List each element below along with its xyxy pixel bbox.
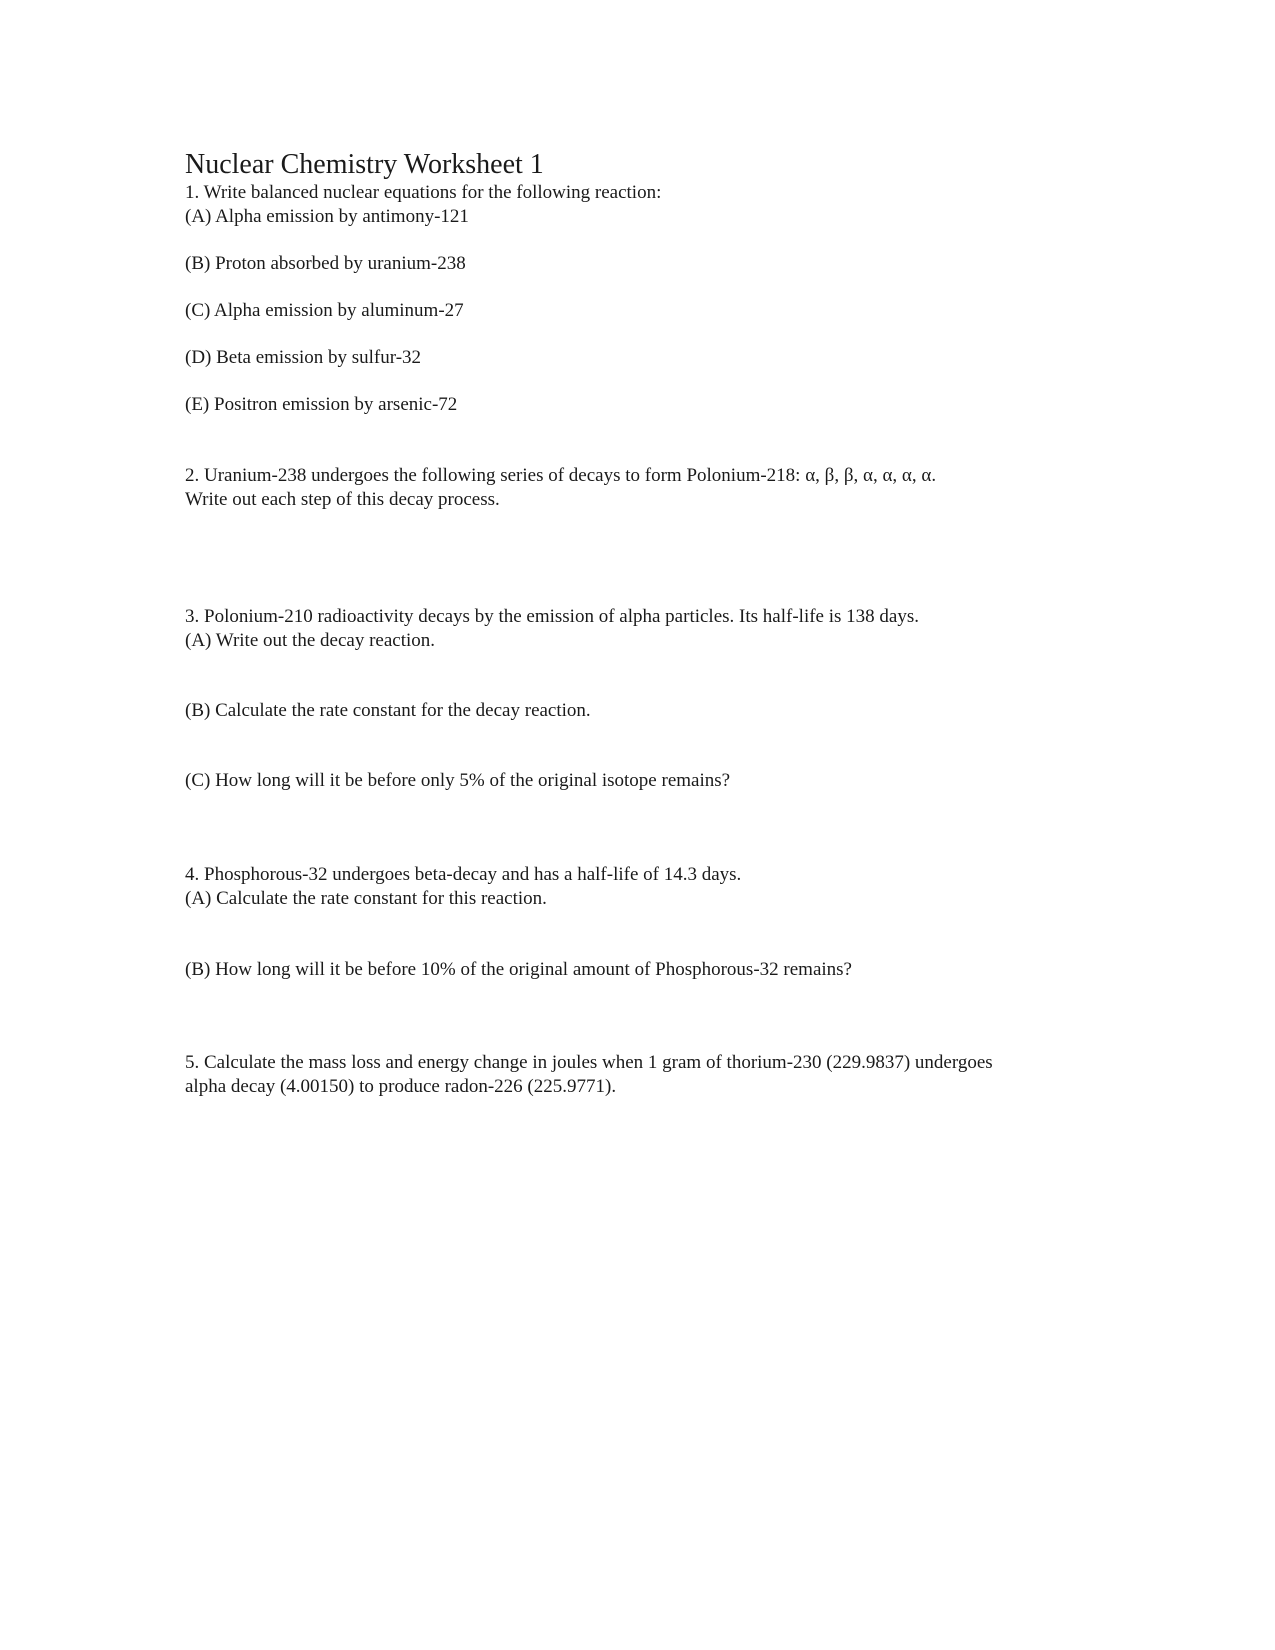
question-1-part-b: (B) Proton absorbed by uranium-238	[185, 253, 466, 274]
question-1-part-a: (A) Alpha emission by antimony-121	[185, 206, 469, 227]
question-1-part-d: (D) Beta emission by sulfur-32	[185, 347, 422, 368]
question-2-continuation: Write out each step of this decay process.	[185, 489, 500, 510]
question-1-part-e: (E) Positron emission by arsenic-72	[185, 394, 458, 415]
question-5-prompt: 5. Calculate the mass loss and energy change in joules when 1 gram of thorium-230 (229.9837) undergoes	[185, 1052, 993, 1073]
question-3-part-a: (A) Write out the decay reaction.	[185, 630, 435, 651]
question-4-part-b: (B) How long will it be before 10% of the original amount of Phosphorous-32 remains?	[185, 959, 852, 980]
question-4-prompt: 4. Phosphorous-32 undergoes beta-decay and has a half-life of 14.3 days.	[185, 864, 742, 885]
worksheet-title: Nuclear Chemistry Worksheet 1	[185, 149, 544, 180]
question-3-part-c: (C) How long will it be before only 5% of the original isotope remains?	[185, 770, 731, 791]
question-2-prompt: 2. Uranium-238 undergoes the following series of decays to form Polonium-218: α, β, β, α, α, α, α.	[185, 465, 937, 486]
question-4-part-a: (A) Calculate the rate constant for this reaction.	[185, 888, 547, 909]
question-3-prompt: 3. Polonium-210 radioactivity decays by the emission of alpha particles. Its half-life is 138 days.	[185, 606, 919, 627]
question-1-prompt: 1. Write balanced nuclear equations for the following reaction:	[185, 182, 662, 203]
question-1-part-c: (C) Alpha emission by aluminum-27	[185, 300, 464, 321]
question-5-continuation: alpha decay (4.00150) to produce radon-226 (225.9771).	[185, 1076, 617, 1097]
question-3-part-b: (B) Calculate the rate constant for the decay reaction.	[185, 700, 591, 721]
